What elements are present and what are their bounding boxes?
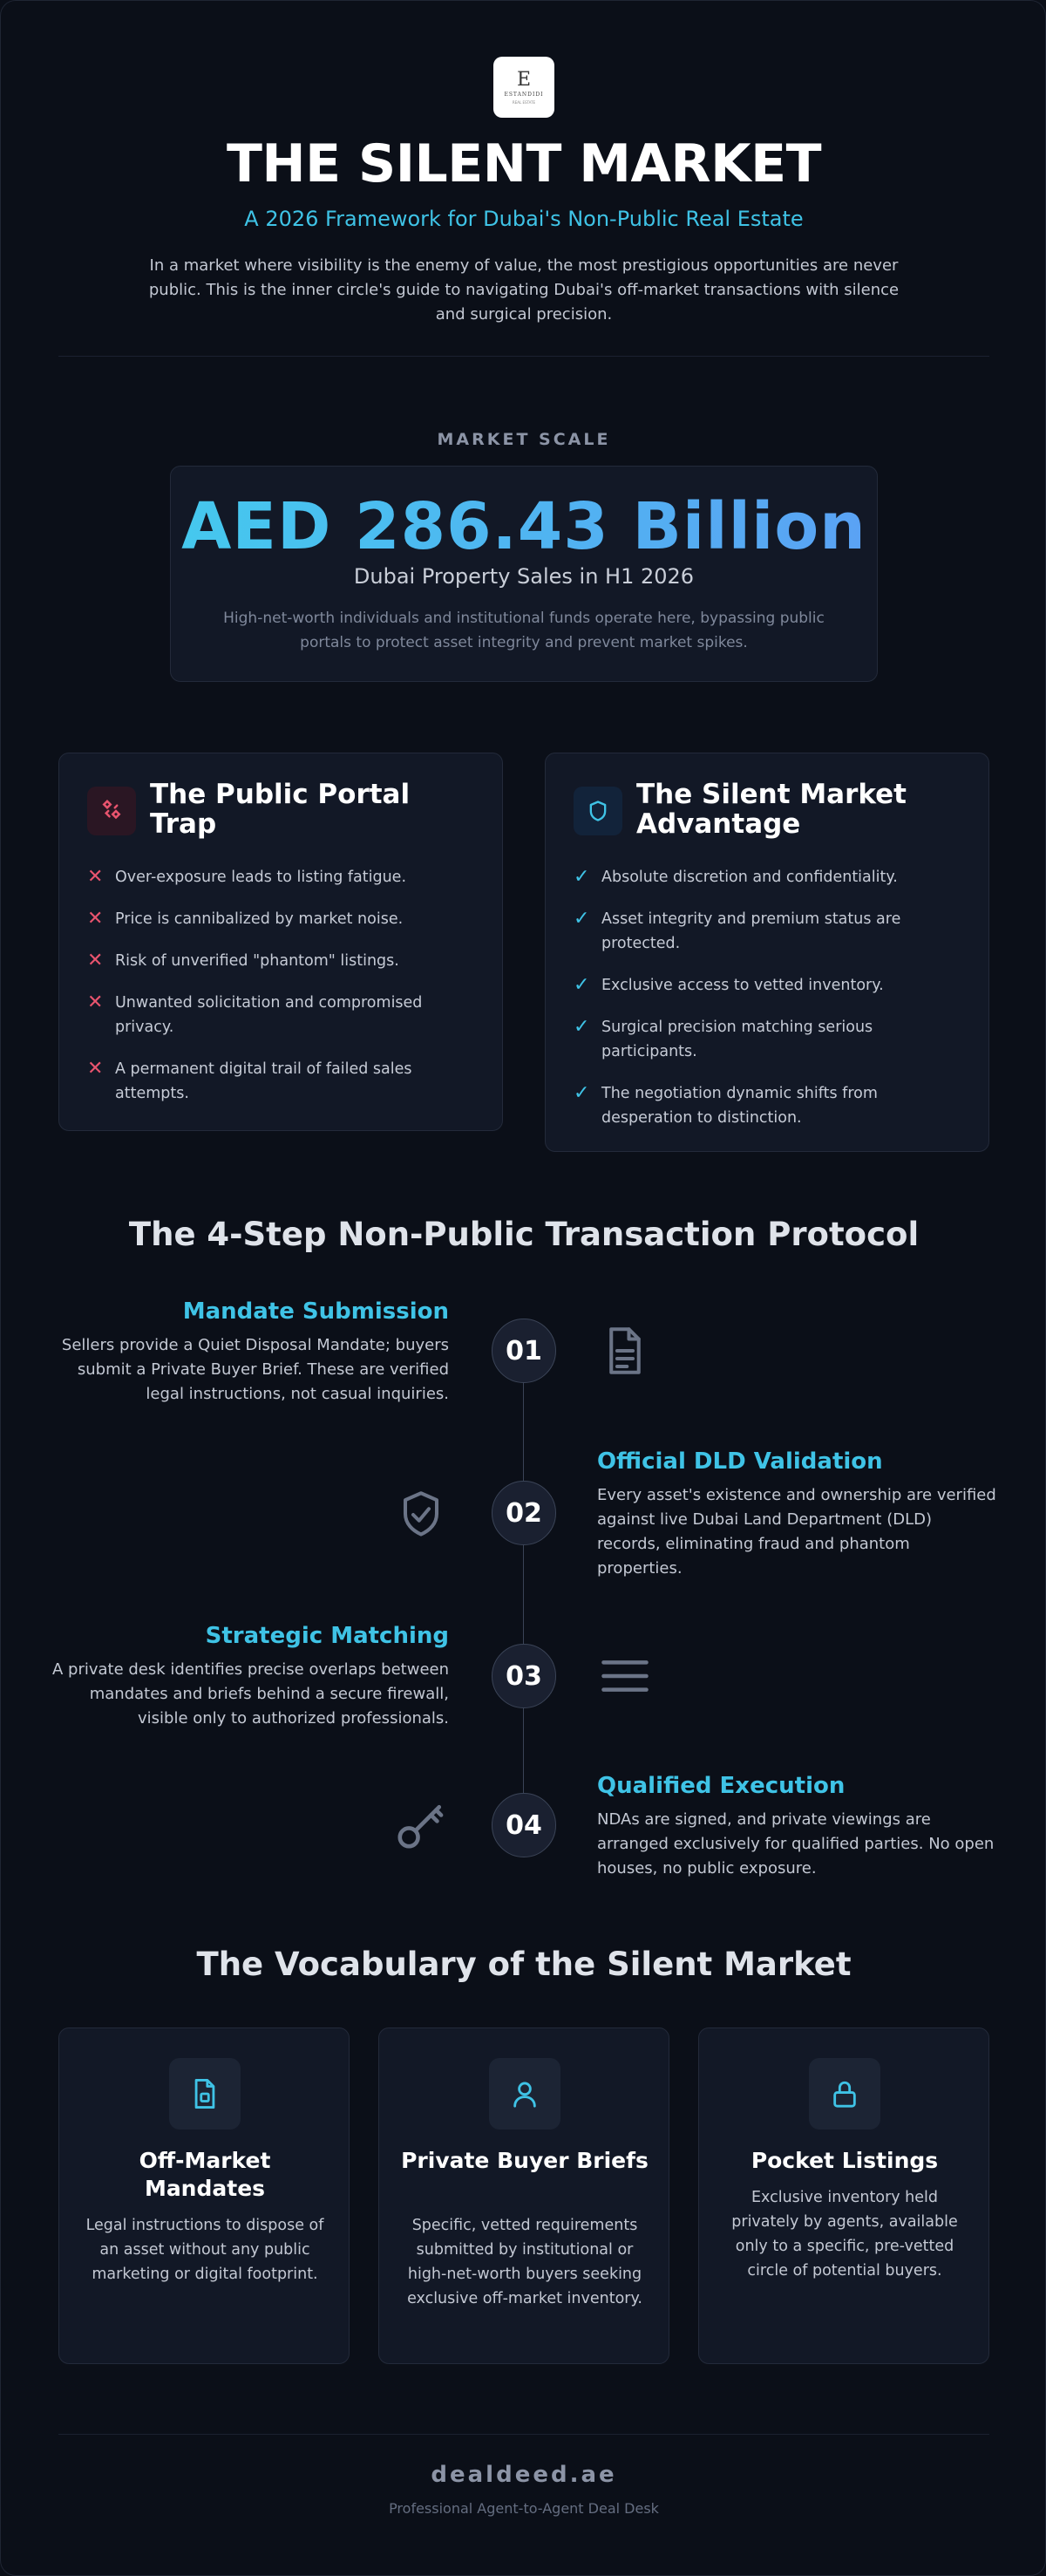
- step-4-text: [597, 1773, 998, 1881]
- footer-tagline: Professional Agent-to-Agent Deal Desk: [389, 2500, 659, 2517]
- step-4-number: 04: [492, 1793, 556, 1857]
- vocab-term-title: Off-Market Mandates: [139, 2148, 271, 2201]
- divider: [58, 356, 989, 357]
- step-3-description: A private desk identifies precise overlaps between mandates and briefs behind a secure firewall, visible only to authorized professionals.: [51, 1660, 449, 1728]
- vocab-term-description: Specific, vetted requirements submitted by institutional or high-net-worth buyers seeking exclusive off-market inventory.: [407, 2217, 642, 2307]
- document-icon: [599, 1325, 651, 1377]
- public-portal-title: The Public Portal Trap: [150, 779, 411, 840]
- step-1-number: 01: [492, 1319, 556, 1383]
- market-scale-card: [170, 466, 878, 682]
- cross-icon: ✕: [87, 866, 104, 888]
- list-item: ✓ Surgical precision matching serious participants.: [574, 1016, 873, 1060]
- vocab-term-description: Exclusive inventory held privately by agents, available only to a specific, pre-vetted circle of potential buyers.: [731, 2189, 958, 2280]
- market-scale-description: High-net-worth individuals and institutional funds operate here, bypassing public portals to protect asset integrity and prevent market spikes.: [223, 610, 825, 651]
- logo-monogram: E: [516, 68, 532, 91]
- page-title: THE SILENT MARKET: [226, 133, 822, 194]
- brand-logo: [493, 57, 554, 118]
- market-scale-kicker: MARKET SCALE: [437, 430, 611, 449]
- step-3-number: 03: [492, 1644, 556, 1708]
- page-subtitle: A 2026 Framework for Dubai's Non-Public Real Estate: [244, 207, 804, 231]
- silent-market-card: [545, 753, 989, 1152]
- list-item: ✓ The negotiation dynamic shifts from desperation to distinction.: [574, 1082, 878, 1127]
- step-1-text: [48, 1298, 449, 1407]
- check-icon: ✓: [574, 974, 590, 996]
- vocab-term-title: Pocket Listings: [751, 2148, 939, 2173]
- step-2-text: [597, 1448, 998, 1581]
- cross-icon: ✕: [87, 950, 104, 971]
- list-item: ✕ Over-exposure leads to listing fatigue.: [87, 866, 407, 888]
- shield-icon: [574, 787, 622, 835]
- list-item: ✓ Asset integrity and premium status are protected.: [574, 908, 901, 952]
- vocab-card-pocket-listings: [698, 2027, 989, 2364]
- market-scale-label: Dubai Property Sales in H1 2026: [353, 564, 695, 589]
- lock-icon: [809, 2058, 880, 2130]
- intro-text: In a market where visibility is the enemy of value, the most prestigious opportunities are never public. This is the inner circle's guide to navigating Dubai's off-market transactions with silence and surgical precision.: [148, 256, 900, 324]
- vocab-term-title: Private Buyer Briefs: [401, 2148, 649, 2173]
- step-4-title: Qualified Execution: [597, 1773, 846, 1799]
- vocab-card-off-market-mandates: [58, 2027, 350, 2364]
- step-2-number: 02: [492, 1481, 556, 1545]
- timeline-line: [523, 1348, 524, 1828]
- protocol-title: The 4-Step Non-Public Transaction Protocol: [128, 1216, 920, 1253]
- logo-brand: ESTANDIDI: [504, 91, 544, 98]
- list-item: ✓ Absolute discretion and confidentiality.: [574, 866, 898, 888]
- check-icon: ✓: [574, 1016, 590, 1038]
- list-item: ✕ Price is cannibalized by market noise.: [87, 908, 404, 930]
- broken-link-icon: [87, 787, 136, 835]
- step-3-text: [48, 1623, 449, 1731]
- file-icon: [169, 2058, 241, 2130]
- step-1-title: Mandate Submission: [182, 1298, 449, 1325]
- step-2-title: Official DLD Validation: [597, 1448, 883, 1475]
- logo-tagline: REAL ESTATE: [512, 99, 536, 105]
- check-icon: ✓: [574, 1082, 590, 1104]
- cross-icon: ✕: [87, 1058, 104, 1080]
- list-item: ✕ A permanent digital trail of failed sales attempts.: [87, 1058, 412, 1102]
- public-portal-card: [58, 753, 503, 1131]
- shield-check-icon: [395, 1489, 447, 1541]
- silent-market-list: [574, 865, 966, 1148]
- menu-lines-icon: [599, 1650, 651, 1702]
- vocab-card-private-buyer-briefs: [378, 2027, 669, 2364]
- step-4-description: NDAs are signed, and private viewings are arranged exclusively for qualified parties. No open houses, no public exposure.: [597, 1810, 995, 1877]
- divider: [58, 2434, 989, 2435]
- cross-icon: ✕: [87, 992, 104, 1013]
- key-icon: [395, 1799, 447, 1851]
- silent-market-title: The Silent Market Advantage: [636, 779, 907, 840]
- list-item: ✕ Unwanted solicitation and compromised privacy.: [87, 992, 423, 1036]
- check-icon: ✓: [574, 908, 590, 930]
- list-item: ✓ Exclusive access to vetted inventory.: [574, 974, 884, 996]
- cross-icon: ✕: [87, 908, 104, 930]
- market-scale-value: AED 286.43 Billion: [181, 489, 866, 564]
- public-portal-list: [87, 865, 479, 1123]
- step-3-title: Strategic Matching: [205, 1623, 449, 1649]
- step-1-description: Sellers provide a Quiet Disposal Mandate; buyers submit a Private Buyer Brief. These are verified legal instructions, not casual inquiries.: [61, 1336, 449, 1403]
- step-2-description: Every asset's existence and ownership are verified against live Dubai Land Department (DLD) records, eliminating fraud and phantom properties.: [597, 1486, 996, 1578]
- check-icon: ✓: [574, 866, 590, 888]
- vocabulary-title: The Vocabulary of the Silent Market: [196, 1946, 852, 1983]
- list-item: ✕ Risk of unverified "phantom" listings.: [87, 950, 399, 971]
- vocab-term-description: Legal instructions to dispose of an asset without any public marketing or digital footprint.: [85, 2217, 324, 2283]
- footer-site-link[interactable]: dealdeed.ae: [431, 2462, 617, 2488]
- user-icon: [489, 2058, 560, 2130]
